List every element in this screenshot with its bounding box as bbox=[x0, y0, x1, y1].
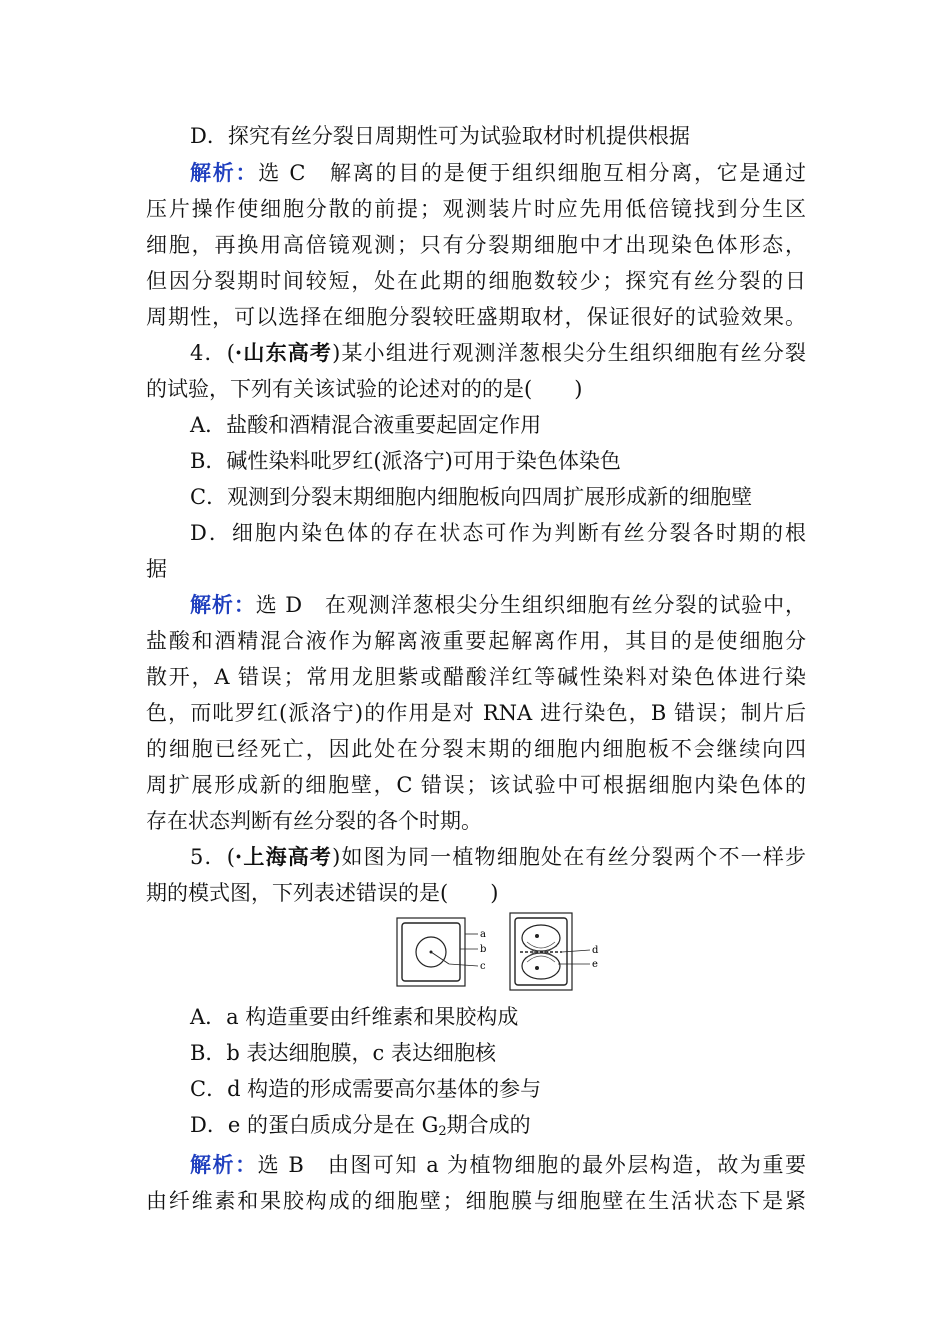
q5-option-c: C．d 构造的形成需要高尔基体的参与 bbox=[190, 1077, 542, 1101]
q3-analysis-line: 周期性，可以选择在细胞分裂较旺盛期取材，保证很好的试验效果。 bbox=[146, 305, 806, 329]
q4-analysis-line: 周扩展形成新的细胞壁，C 错误；该试验中可根据细胞内染色体的 bbox=[146, 773, 806, 797]
q5-option-d: D．e 的蛋白质成分是在 $G_2$期合成的 bbox=[190, 1113, 531, 1139]
q5-stem-line: 期的模式图，下列表述错误的是( ) bbox=[146, 881, 499, 905]
q5-analysis-line: 解析：选 B 由图可知 a 为植物细胞的最外层构造，故为重要 bbox=[190, 1152, 806, 1177]
q3-analysis-line: 细胞，再换用高倍镜观测；只有分裂期细胞中才出现染色体形态， bbox=[146, 233, 806, 257]
q4-analysis-line: 存在状态判断有丝分裂的各个时期。 bbox=[146, 809, 482, 833]
cell-division-figure bbox=[394, 912, 606, 992]
q5-option-a: A．a 构造重要由纤维素和果胶构成 bbox=[190, 1005, 519, 1029]
q5-option-b: B．b 表达细胞膜，c 表达细胞核 bbox=[190, 1041, 496, 1065]
q4-option-d: D．细胞内染色体的存在状态可作为判断有丝分裂各时期的根 bbox=[190, 521, 806, 545]
daughter-nucleus-top bbox=[522, 925, 560, 951]
q4-option-a: A．盐酸和酒精混合液重要起固定作用 bbox=[190, 413, 542, 437]
label-c: c bbox=[480, 961, 486, 972]
analysis-label: 解析： bbox=[190, 1152, 258, 1177]
q4-option-c: C．观测到分裂末期细胞内细胞板向四周扩展形成新的细胞壁 bbox=[190, 485, 753, 509]
q5-stem-line: 5．(·上海高考)如图为同一植物细胞处在有丝分裂两个不一样步 bbox=[190, 844, 806, 869]
q3-analysis-line: 解析：选 C 解离的目的是便于组织细胞互相分离，它是通过 bbox=[190, 160, 806, 185]
q5-analysis-line: 由纤维素和果胶构成的细胞壁；细胞膜与细胞壁在生活状态下是紧 bbox=[146, 1189, 806, 1213]
q3-option-d: D．探究有丝分裂日周期性可为试验取材时机提供根据 bbox=[190, 124, 690, 148]
analysis-label: 解析： bbox=[190, 592, 256, 617]
q4-stem-line: 的试验，下列有关该试验的论述对的的是( ) bbox=[146, 377, 583, 401]
daughter-nucleus-bottom bbox=[522, 953, 560, 979]
q4-analysis-line: 盐酸和酒精混合液作为解离液重要起解离作用，其目的是使细胞分 bbox=[146, 629, 806, 653]
q4-option-d-cont: 据 bbox=[146, 557, 167, 581]
label-d: d bbox=[592, 945, 599, 956]
label-b: b bbox=[480, 944, 487, 955]
analysis-label: 解析： bbox=[190, 160, 259, 185]
q5-source: ·上海高考 bbox=[234, 844, 333, 869]
q4-analysis-line: 色，而吡罗红(派洛宁)的作用是对 RNA 进行染色，B 错误；制片后 bbox=[146, 701, 806, 725]
label-e: e bbox=[592, 959, 598, 970]
q4-source: ·山东高考 bbox=[234, 340, 333, 365]
label-a: a bbox=[480, 929, 486, 940]
q4-analysis-line: 解析：选 D 在观测洋葱根尖分生组织细胞有丝分裂的试验中， bbox=[190, 592, 806, 617]
q4-analysis-line: 的细胞已经死亡，因此处在分裂末期的细胞内细胞板不会继续向四 bbox=[146, 737, 806, 761]
q4-stem-line: 4．(·山东高考)某小组进行观测洋葱根尖分生组织细胞有丝分裂 bbox=[190, 340, 806, 365]
q3-analysis-line: 压片操作使细胞分散的前提；观测装片时应先用低倍镜找到分生区 bbox=[146, 197, 806, 221]
q4-option-b: B．碱性染料吡罗红(派洛宁)可用于染色体染色 bbox=[190, 449, 621, 473]
q3-analysis-line: 但因分裂期时间较短，处在此期的细胞数较少；探究有丝分裂的日 bbox=[146, 269, 806, 293]
q4-analysis-line: 散开，A 错误；常用龙胆紫或醋酸洋红等碱性染料对染色体进行染 bbox=[146, 665, 806, 689]
